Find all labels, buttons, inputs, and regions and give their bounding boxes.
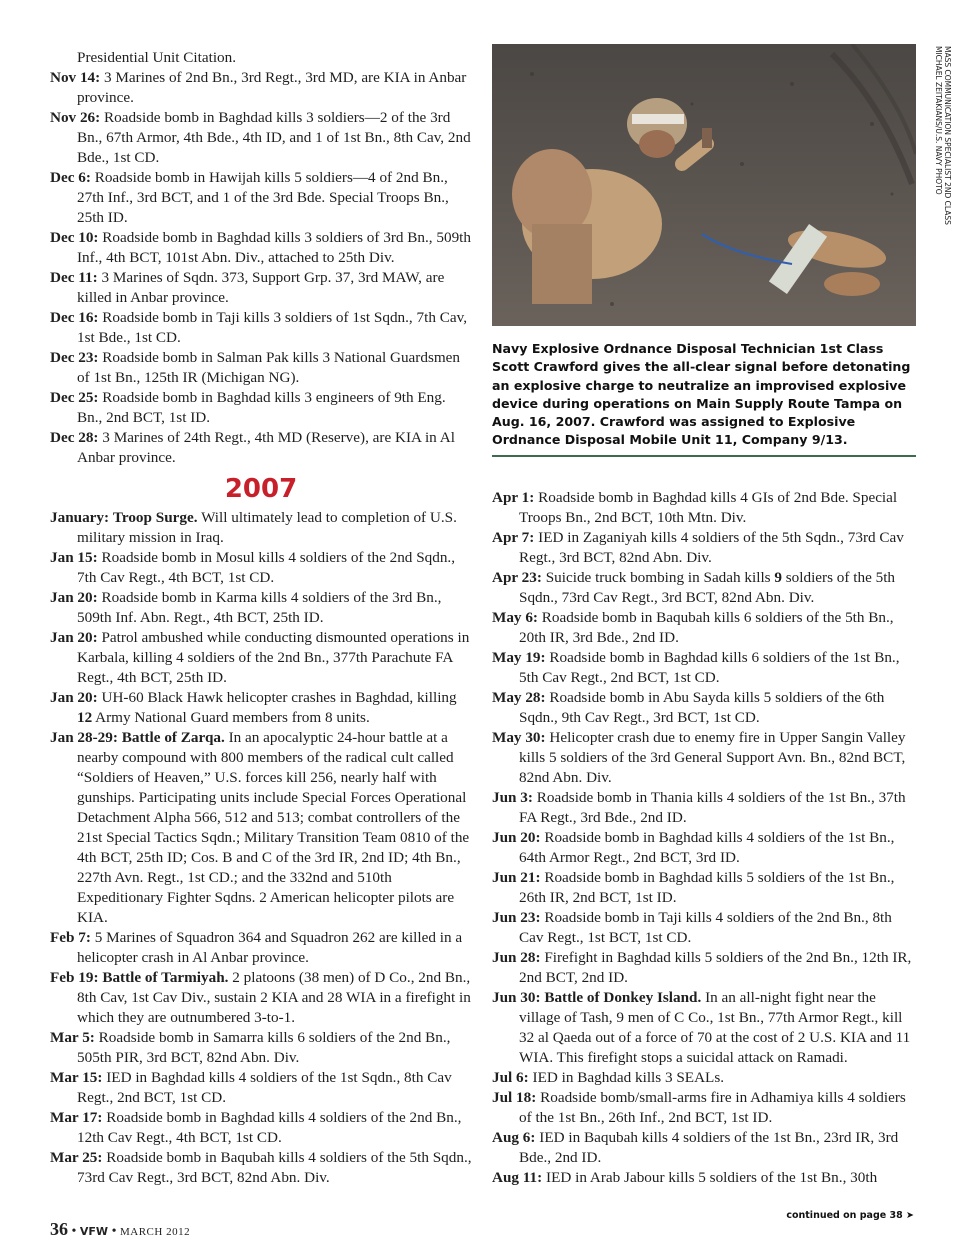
photo-credit [920, 46, 952, 326]
entry-text: In an all-night fight near the village of Tash, 9 men of C Co., 1st Bn., 77th Armor Regt., kill 32 al Qaeda out of a force of 70 at the cost of 2 U.S. KIA and 11 WIA. This firefight stops a suicidal attack on Ramadi. [519, 989, 911, 1066]
entry-text: Roadside bomb in Baghdad kills 3 soldiers—2 of the 3rd Bn., 67th Armor, 4th Bde., 4th ID, and 1 of 1st Bn., 8th Cav, 2nd Bde., 1st CD. [77, 109, 471, 166]
entry-text: Roadside bomb/small-arms fire in Adhamiya kills 4 soldiers of the 1st Bn., 26th Inf., 2nd BCT, 1st ID. [519, 1089, 906, 1126]
entry-text: Suicide truck bombing in Sadah kills [545, 569, 771, 586]
page-footer [50, 1219, 190, 1240]
chronology-entry [492, 988, 914, 1068]
chronology-entry [50, 588, 472, 628]
chronology-entry [492, 1168, 914, 1188]
chronology-entry [492, 648, 914, 688]
caption-rule [492, 455, 916, 457]
entry-date: Jan 20: [50, 629, 98, 646]
photo-illustration [492, 44, 916, 326]
chronology-entry [50, 228, 472, 268]
entry-date: Dec 10: [50, 229, 99, 246]
entry-date: Jan 15: [50, 549, 98, 566]
entry-text: Roadside bomb in Baghdad kills 4 soldiers of the 1st Bn., 64th Armor Regt., 2nd BCT, 3rd ID. [519, 829, 895, 866]
entry-text-continued: soldiers of the 5th Sqdn., 73rd Cav Regt., 3rd BCT, 82nd Abn. Div. [519, 569, 896, 606]
entry-text: Roadside bomb in Baghdad kills 3 soldiers of 3rd Bn., 509th Inf., 4th BCT, 101st Abn. Div., attached to 25th Div. [77, 229, 471, 266]
entry-text: Roadside bomb in Baghdad kills 6 soldiers of the 1st Bn., 5th Cav Regt., 2nd BCT, 1st CD. [519, 649, 900, 686]
entry-date: Apr 7: [492, 529, 535, 546]
entry-text: Roadside bomb in Karma kills 4 soldiers of the 3rd Bn., 509th Inf. Abn. Regt., 4th BCT, 25th ID. [77, 589, 442, 626]
chronology-entry [492, 948, 914, 988]
entry-text: Roadside bomb in Baqubah kills 4 soldiers of the 5th Sqdn., 73rd Cav Regt., 3rd BCT, 82nd Abn. Div. [77, 1149, 472, 1186]
entry-date: Jul 6: [492, 1069, 529, 1086]
entry-date: January: [50, 509, 110, 526]
chronology-entry [492, 568, 914, 608]
entry-date: Mar 15: [50, 1069, 103, 1086]
chronology-entry [492, 788, 914, 828]
entry-headline: Battle of Tarmiyah. [102, 969, 229, 986]
entry-date: Mar 17: [50, 1109, 103, 1126]
entry-date: Dec 25: [50, 389, 99, 406]
chronology-entry [50, 1068, 472, 1108]
photo-caption: Navy Explosive Ordnance Disposal Technician 1st Class Scott Crawford gives the all-clear signal before detonating an explosive charge to neutralize an improvised explosive device during operations on Main Supply Route Tampa on Aug. 16, 2007. Crawford was assigned to Explosive Ordnance Disposal Mobile Unit 11, Company 9/13. [492, 341, 911, 448]
entry-text: Roadside bomb in Abu Sayda kills 5 soldiers of the 6th Sqdn., 9th Cav Regt., 3rd BCT, 1st CD. [519, 689, 885, 726]
chronology-entry [50, 268, 472, 308]
chronology-entry [50, 688, 472, 728]
entry-date: Jan 20: [50, 689, 98, 706]
chronology-entry [492, 1088, 914, 1128]
entry-text: IED in Baghdad kills 3 SEALs. [532, 1069, 725, 1086]
entry-text: IED in Zaganiyah kills 4 soldiers of the 5th Sqdn., 73rd Cav Regt., 3rd BCT, 82nd Abn. Div. [519, 529, 904, 566]
entry-text: 3 Marines of 2nd Bn., 3rd Regt., 3rd MD, are KIA in Anbar province. [77, 69, 467, 106]
magazine-name: VFW [79, 1225, 109, 1238]
entry-date: Jun 20: [492, 829, 541, 846]
credit-line-2: MICHAEL ZEITAKIANS/U.S. NAVY PHOTO [934, 46, 943, 195]
chronology-entry [492, 908, 914, 948]
chronology-entry [50, 388, 472, 428]
entry-date: Aug 6: [492, 1129, 536, 1146]
entry-text: Roadside bomb in Baghdad kills 4 GIs of 2nd Bde. Special Troops Bn., 2nd BCT, 10th Mtn. Div. [519, 489, 898, 526]
entry-date: Feb 19: [50, 969, 99, 986]
entry-date: Jan 28-29: [50, 729, 118, 746]
entry-text: 5 Marines of Squadron 364 and Squadron 262 are killed in a helicopter crash in Al Anbar province. [77, 929, 463, 966]
entry-text: IED in Baghdad kills 4 soldiers of the 1st Sqdn., 8th Cav Regt., 2nd BCT, 1st CD. [77, 1069, 452, 1106]
entries-2007 [50, 508, 472, 1188]
entry-date: Nov 14: [50, 69, 101, 86]
footer-sep-2: • [111, 1224, 117, 1239]
entry-headline: Battle of Zarqa. [121, 729, 225, 746]
entry-date: Mar 25: [50, 1149, 103, 1166]
chronology-entry [492, 868, 914, 908]
entry-text: Roadside bomb in Mosul kills 4 soldiers of the 2nd Sqdn., 7th Cav Regt., 4th BCT, 1st CD. [77, 549, 456, 586]
entry-text: Roadside bomb in Samarra kills 6 soldiers of the 2nd Bn., 505th PIR, 3rd BCT, 82nd Abn. Div. [77, 1029, 451, 1066]
entry-date: May 6: [492, 609, 538, 626]
entry-date: Mar 5: [50, 1029, 95, 1046]
entry-text: Roadside bomb in Baghdad kills 3 engineers of 9th Eng. Bn., 2nd BCT, 1st ID. [77, 389, 446, 426]
chronology-entry [50, 508, 472, 548]
entry-text: Firefight in Baghdad kills 5 soldiers of the 2nd Bn., 12th IR, 2nd BCT, 2nd ID. [519, 949, 912, 986]
entry-date: Jun 23: [492, 909, 541, 926]
entry-date: Dec 16: [50, 309, 99, 326]
entry-text: 3 Marines of 24th Regt., 4th MD (Reserve), are KIA in Al Anbar province. [77, 429, 455, 466]
entry-text: Roadside bomb in Baghdad kills 5 soldiers of the 1st Bn., 26th IR, 2nd BCT, 1st ID. [519, 869, 895, 906]
chronology-entry [50, 348, 472, 388]
chronology-entry [492, 828, 914, 868]
year-heading: 2007 [224, 474, 298, 504]
chronology-entry [492, 608, 914, 648]
entry-date: Aug 11: [492, 1169, 543, 1186]
entry-text: IED in Baqubah kills 4 soldiers of the 1st Bn., 23rd IR, 3rd Bde., 2nd ID. [519, 1129, 899, 1166]
carryover-text: Presidential Unit Citation. [77, 49, 237, 66]
entry-date: May 28: [492, 689, 546, 706]
entry-text: UH-60 Black Hawk helicopter crashes in Baghdad, killing [101, 689, 457, 706]
chronology-entry [50, 1148, 472, 1188]
entry-text: Roadside bomb in Taji kills 3 soldiers of 1st Sqdn., 7th Cav, 1st Bde., 1st CD. [77, 309, 467, 346]
entry-text: Helicopter crash due to enemy fire in Upper Sangin Valley kills 5 soldiers of the 3rd General Support Avn. Bn., 82nd BCT, 82nd Abn. Div. [519, 729, 906, 786]
entry-date: Dec 11: [50, 269, 98, 286]
entry-date: Jun 30: [492, 989, 541, 1006]
entry-date: Jun 28: [492, 949, 541, 966]
issue-date: MARCH 2012 [119, 1226, 191, 1238]
chronology-entry [50, 548, 472, 588]
chronology-entry [492, 1128, 914, 1168]
entry-date: Dec 6: [50, 169, 91, 186]
chronology-entry [50, 1108, 472, 1148]
entry-text: Patrol ambushed while conducting dismounted operations in Karbala, killing 4 soldiers of the 2nd Bn., 377th Parachute FA Regt., 4th BCT, 25th ID. [77, 629, 470, 686]
entry-text: IED in Arab Jabour kills 5 soldiers of the 1st Bn., 30th [546, 1169, 878, 1186]
chronology-entry [50, 108, 472, 168]
chronology-entry [50, 968, 472, 1028]
entry-text: 3 Marines of Sqdn. 373, Support Grp. 37, 3rd MAW, are killed in Anbar province. [77, 269, 445, 306]
entry-date: May 19: [492, 649, 546, 666]
entry-date: Feb 7: [50, 929, 91, 946]
entry-headline: Battle of Donkey Island. [544, 989, 702, 1006]
chronology-entry [492, 1068, 914, 1088]
chronology-entry [50, 168, 472, 228]
credit-line-1: MASS COMMUNICATION SPECIALIST 2ND CLASS [943, 46, 952, 225]
entry-emphasis: 12 [77, 709, 93, 726]
eod-technician-photo [492, 44, 916, 326]
entry-date: Jan 20: [50, 589, 98, 606]
entry-date: Apr 23: [492, 569, 542, 586]
entry-text: Will ultimately lead to completion of U.S. military mission in Iraq. [77, 509, 457, 546]
entry-date: Dec 23: [50, 349, 99, 366]
entry-text: Roadside bomb in Salman Pak kills 3 National Guardsmen of 1st Bn., 125th IR (Michigan NG). [77, 349, 461, 386]
entry-headline: Troop Surge. [112, 509, 198, 526]
entries-right [492, 488, 914, 1188]
chronology-entry [50, 928, 472, 968]
entry-date: Dec 28: [50, 429, 99, 446]
entry-text: Roadside bomb in Baghdad kills 4 soldiers of the 2nd Bn., 12th Cav Regt., 4th BCT, 1st CD. [77, 1109, 462, 1146]
right-column [492, 488, 914, 1188]
entry-date: Nov 26: [50, 109, 101, 126]
page-number: 36 [50, 1219, 68, 1239]
entry-date: Apr 1: [492, 489, 535, 506]
continued-note: continued on page 38 ➤ [786, 1210, 914, 1221]
chronology-entry [50, 308, 472, 348]
chronology-entry [492, 488, 914, 528]
chronology-entry [492, 688, 914, 728]
entry-text: Roadside bomb in Hawijah kills 5 soldiers—4 of 2nd Bn., 27th Inf., 3rd BCT, and 1 of the 3rd Bde. Special Troops Bn., 25th ID. [77, 169, 449, 226]
chronology-entry [50, 628, 472, 688]
entry-text-continued: Army National Guard members from 8 units. [95, 709, 370, 726]
entry-date: Jun 3: [492, 789, 533, 806]
chronology-entry [492, 728, 914, 788]
chronology-entry [50, 1028, 472, 1068]
entries-2006 [50, 68, 472, 468]
chronology-entry [50, 428, 472, 468]
chronology-entry [50, 68, 472, 108]
entry-emphasis: 9 [774, 569, 782, 586]
entry-date: Jul 18: [492, 1089, 537, 1106]
entry-text: In an apocalyptic 24-hour battle at a nearby compound with 800 members of the radical cult called “Soldiers of Heaven,” U.S. forces kill 256, nearly half with gunships. Participating units include Special Forces Operational Detachment Alpha 566, 512 and 513; combat controllers of the 21st Special Tactics Sqdn.; Military Transition Team 0810 of the 4th BCT, 25th ID; Cos. B and C of the 3rd IR, 2nd ID; 4th Bn., 227th Avn. Regt., 1st CD.; and the 332nd and 510th Expeditionary Fighter Sqdns. 2 American helicopter pilots are KIA. [77, 729, 470, 926]
left-column [50, 48, 472, 1188]
footer-sep: • [71, 1224, 77, 1239]
entry-text: 2 platoons (38 men) of D Co., 2nd Bn., 8th Cav, 1st Cav Div., sustain 2 KIA and 28 WIA in a firefight in which they are outnumbered 3-to-1. [77, 969, 471, 1026]
entry-date: May 30: [492, 729, 546, 746]
entry-text: Roadside bomb in Thania kills 4 soldiers of the 1st Bn., 37th FA Regt., 3rd Bde., 2nd ID. [519, 789, 906, 826]
entry-text: Roadside bomb in Taji kills 4 soldiers of the 2nd Bn., 8th Cav Regt., 1st BCT, 1st CD. [519, 909, 892, 946]
chronology-entry [50, 728, 472, 928]
entry-date: Jun 21: [492, 869, 541, 886]
entry-text: Roadside bomb in Baqubah kills 6 soldiers of the 5th Bn., 20th IR, 3rd Bde., 2nd ID. [519, 609, 894, 646]
chronology-entry [492, 528, 914, 568]
